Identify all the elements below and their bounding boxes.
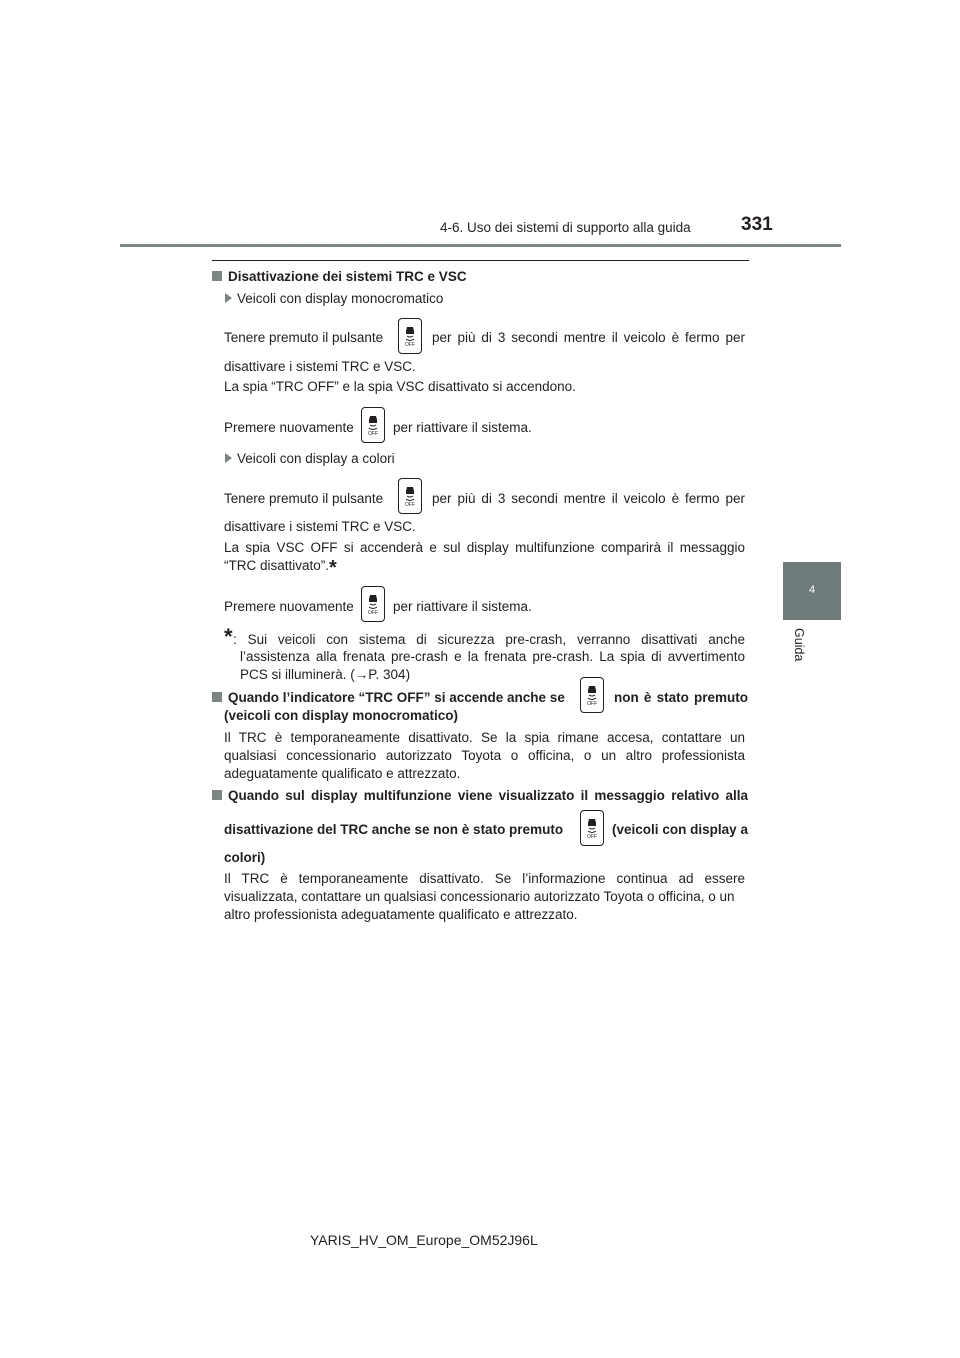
- chapter-label: [792, 628, 806, 688]
- footnote-l2: l’assistenza alla frenata pre-crash e la frenata pre-crash. La spia di avvertimento: [240, 649, 745, 664]
- footer-doc-code: YARIS_HV_OM_Europe_OM52J96L: [310, 1232, 538, 1248]
- footnote-l1: : Sui veicoli con sistema di sicurezza pre-crash, verranno disattivati anche: [233, 632, 745, 647]
- section-3-l3: altro professionista adeguatamente qualificato e attrezzato.: [224, 907, 578, 922]
- vsc-off-button-icon: [398, 478, 422, 514]
- mono-text-l1a: Tenere premuto il pulsante: [224, 330, 384, 345]
- color-text-l4: “TRC disattivato”.*: [224, 557, 337, 579]
- section-2-title-b: non è stato premuto: [614, 690, 748, 705]
- vsc-off-button-icon: [398, 318, 422, 354]
- mono-display-heading: Veicoli con display monocromatico: [225, 290, 443, 307]
- section-2-title-c: (veicoli con display monocromatico): [224, 708, 459, 723]
- mono-text-l2: disattivare i sistemi TRC e VSC.: [224, 359, 416, 374]
- chapter-number: 4: [808, 584, 816, 596]
- svg-text:OFF: OFF: [368, 610, 378, 615]
- color-text-l2: disattivare i sistemi TRC e VSC.: [224, 519, 416, 534]
- svg-text:OFF: OFF: [587, 701, 597, 706]
- chapter-tab: [783, 562, 841, 620]
- vsc-off-button-icon: [361, 407, 385, 443]
- section-3-l1: Il TRC è temporaneamente disattivato. Se l’informazione continua ad essere: [224, 871, 745, 886]
- header-section-title: 4-6. Uso dei sistemi di supporto alla guida: [440, 220, 691, 235]
- color-text-l3: La spia VSC OFF si accenderà e sul display multifunzione comparirà il messaggio: [224, 540, 745, 555]
- section-3-title-c: (veicoli con display a: [612, 822, 748, 837]
- footnote-star-icon: *: [329, 557, 337, 579]
- mono-text-l3: La spia “TRC OFF” e la spia VSC disattivato si accendono.: [224, 379, 576, 394]
- section-2-l3: adeguatamente qualificato e attrezzato.: [224, 766, 461, 781]
- footnote-star-icon: *: [224, 624, 233, 649]
- square-bullet-icon: [212, 692, 222, 702]
- section-2-title-a: Quando l’indicatore “TRC OFF” si accende anche se: [212, 689, 565, 706]
- svg-text:OFF: OFF: [405, 342, 415, 347]
- section-3-l2: visualizzata, contattare un qualsiasi concessionario autorizzato Toyota o officina, o un: [224, 889, 735, 904]
- section-2-l1: Il TRC è temporaneamente disattivato. Se la spia rimane accesa, contattare un: [224, 730, 745, 745]
- section-1-title: Disattivazione dei sistemi TRC e VSC: [212, 268, 467, 285]
- mono-text-l1b: per più di 3 secondi mentre il veicolo è fermo per: [432, 330, 745, 345]
- color-text-l5a: Premere nuovamente: [224, 599, 354, 614]
- vsc-off-button-icon: [580, 810, 604, 846]
- vsc-off-button-icon: [580, 677, 604, 713]
- header-rule: [120, 244, 841, 247]
- color-text-l1b: per più di 3 secondi mentre il veicolo è fermo per: [432, 491, 745, 506]
- section-3-title-a: Quando sul display multifunzione viene visualizzato il messaggio relativo alla: [212, 787, 748, 804]
- chapter-label-text: Guida: [792, 628, 806, 662]
- color-text-l1a: Tenere premuto il pulsante: [224, 491, 384, 506]
- svg-text:OFF: OFF: [368, 431, 378, 436]
- mono-text-l4b: per riattivare il sistema.: [393, 420, 532, 435]
- vsc-off-button-icon: [361, 586, 385, 622]
- section-3-title-b: disattivazione del TRC anche se non è stato premuto: [224, 822, 564, 837]
- color-text-l5b: per riattivare il sistema.: [393, 599, 532, 614]
- triangle-bullet-icon: [225, 293, 232, 303]
- section-2-l2: qualsiasi concessionario autorizzato Toyota o officina, o un altro professionista: [224, 748, 745, 763]
- square-bullet-icon: [212, 790, 222, 800]
- content-rule: [212, 260, 749, 261]
- square-bullet-icon: [212, 271, 222, 281]
- page-number: 331: [741, 214, 773, 235]
- svg-text:OFF: OFF: [587, 834, 597, 839]
- section-3-title-d: colori): [224, 850, 266, 865]
- mono-text-l4a: Premere nuovamente: [224, 420, 354, 435]
- color-display-heading: Veicoli con display a colori: [225, 450, 395, 467]
- svg-text:OFF: OFF: [405, 502, 415, 507]
- footnote-l3: PCS si illuminerà. (→P. 304): [240, 667, 411, 682]
- triangle-bullet-icon: [225, 453, 232, 463]
